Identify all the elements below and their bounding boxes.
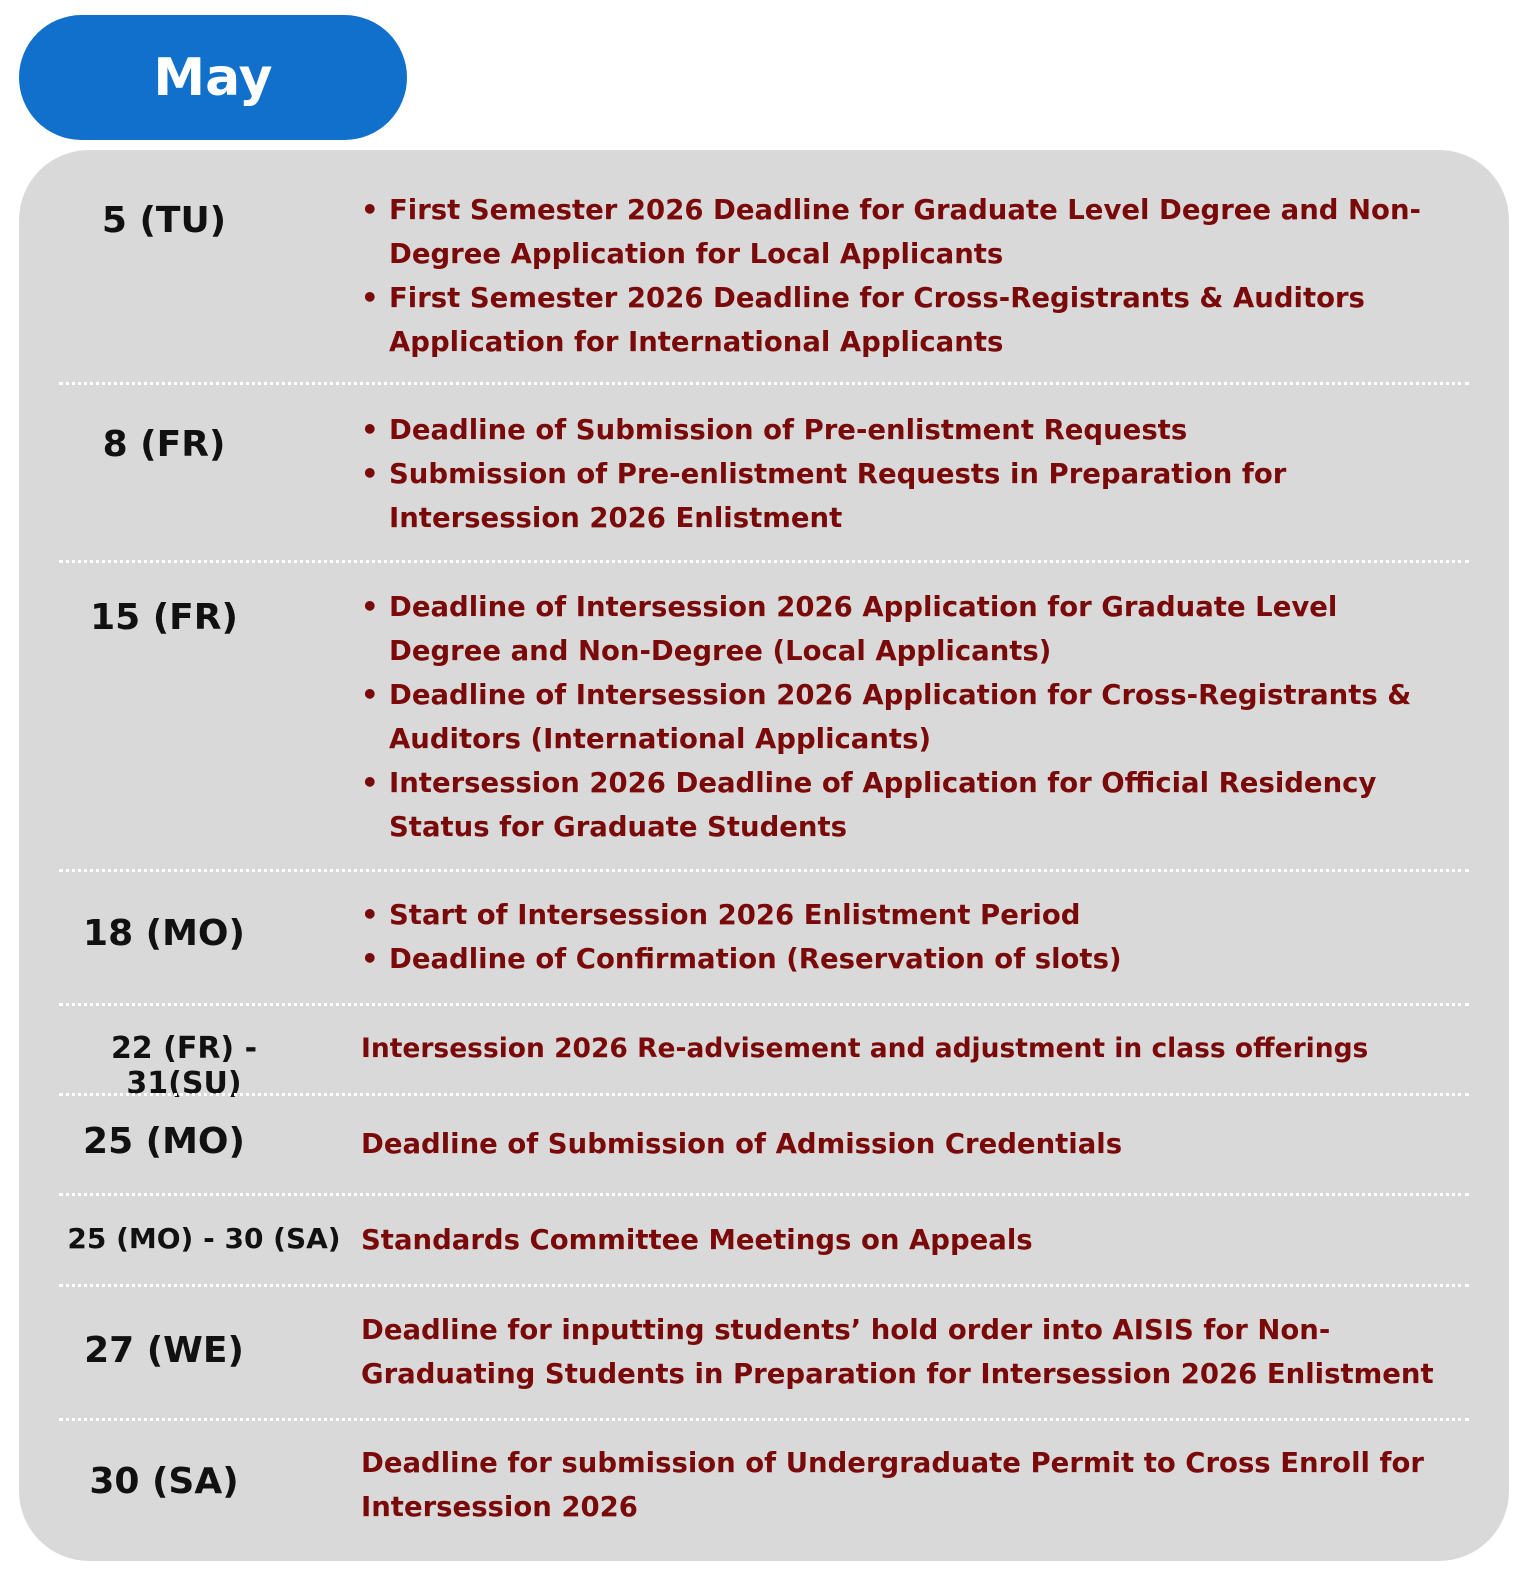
entry-date: 30 (SA) [89,1461,239,1502]
entry-item: • Deadline of Intersession 2026 Application for Graduate Level Degree and Non-Degree (Local Applicants) [361,585,1441,673]
entry-item: • First Semester 2026 Deadline for Graduate Level Degree and Non-Degree Application for Local Applicants [361,188,1441,276]
entry-text: Deadline of Submission of Admission Credentials [361,1128,1123,1160]
entry-item: • Submission of Pre-enlistment Requests in Preparation for Intersession 2026 Enlistment [361,452,1361,540]
entry-items [361,408,1361,540]
entry-text: Deadline for inputting students’ hold order into AISIS for Non-Graduating Students in Preparation for Intersession 2026 Enlistment [361,1314,1434,1390]
entry-item: • First Semester 2026 Deadline for Cross-Registrants & Auditors Application for International Applicants [361,276,1441,364]
entry-items [361,893,1441,981]
entry-items [361,188,1441,364]
entry-date: 8 (FR) [102,424,226,465]
entry-date: 25 (MO) - 30 (SA) [67,1222,341,1255]
entry-text: Deadline for submission of Undergraduate Permit to Cross Enroll for Intersession 2026 [361,1447,1424,1523]
divider [59,1284,1469,1287]
entry-item: • Deadline of Confirmation (Reservation of slots) [361,937,1441,981]
entry-date: 22 (FR) - 31(SU) [110,1031,258,1101]
entry-date: 5 (TU) [101,200,227,241]
divider [59,1093,1469,1096]
divider [59,1003,1469,1006]
month-header: May [19,15,407,140]
entry-date: 25 (MO) [83,1121,245,1162]
divider [59,560,1469,563]
divider [59,1193,1469,1196]
divider [59,382,1469,385]
divider [59,1418,1469,1421]
entry-item: • Intersession 2026 Deadline of Application for Official Residency Status for Graduate Students [361,761,1441,849]
entry-text: Intersession 2026 Re-advisement and adjustment in class offerings [361,1033,1369,1064]
divider [59,869,1469,872]
entry-item: • Start of Intersession 2026 Enlistment Period [361,893,1441,937]
entry-date: 27 (WE) [84,1330,244,1371]
calendar-panel [19,150,1509,1561]
entry-items [361,585,1441,849]
entry-date: 15 (FR) [90,597,238,638]
entry-text: Standards Committee Meetings on Appeals [361,1224,1033,1256]
entry-item: • Deadline of Submission of Pre-enlistment Requests [361,408,1361,452]
entry-date: 18 (MO) [83,913,245,954]
entry-item: • Deadline of Intersession 2026 Application for Cross-Registrants & Auditors (International Applicants) [361,673,1441,761]
